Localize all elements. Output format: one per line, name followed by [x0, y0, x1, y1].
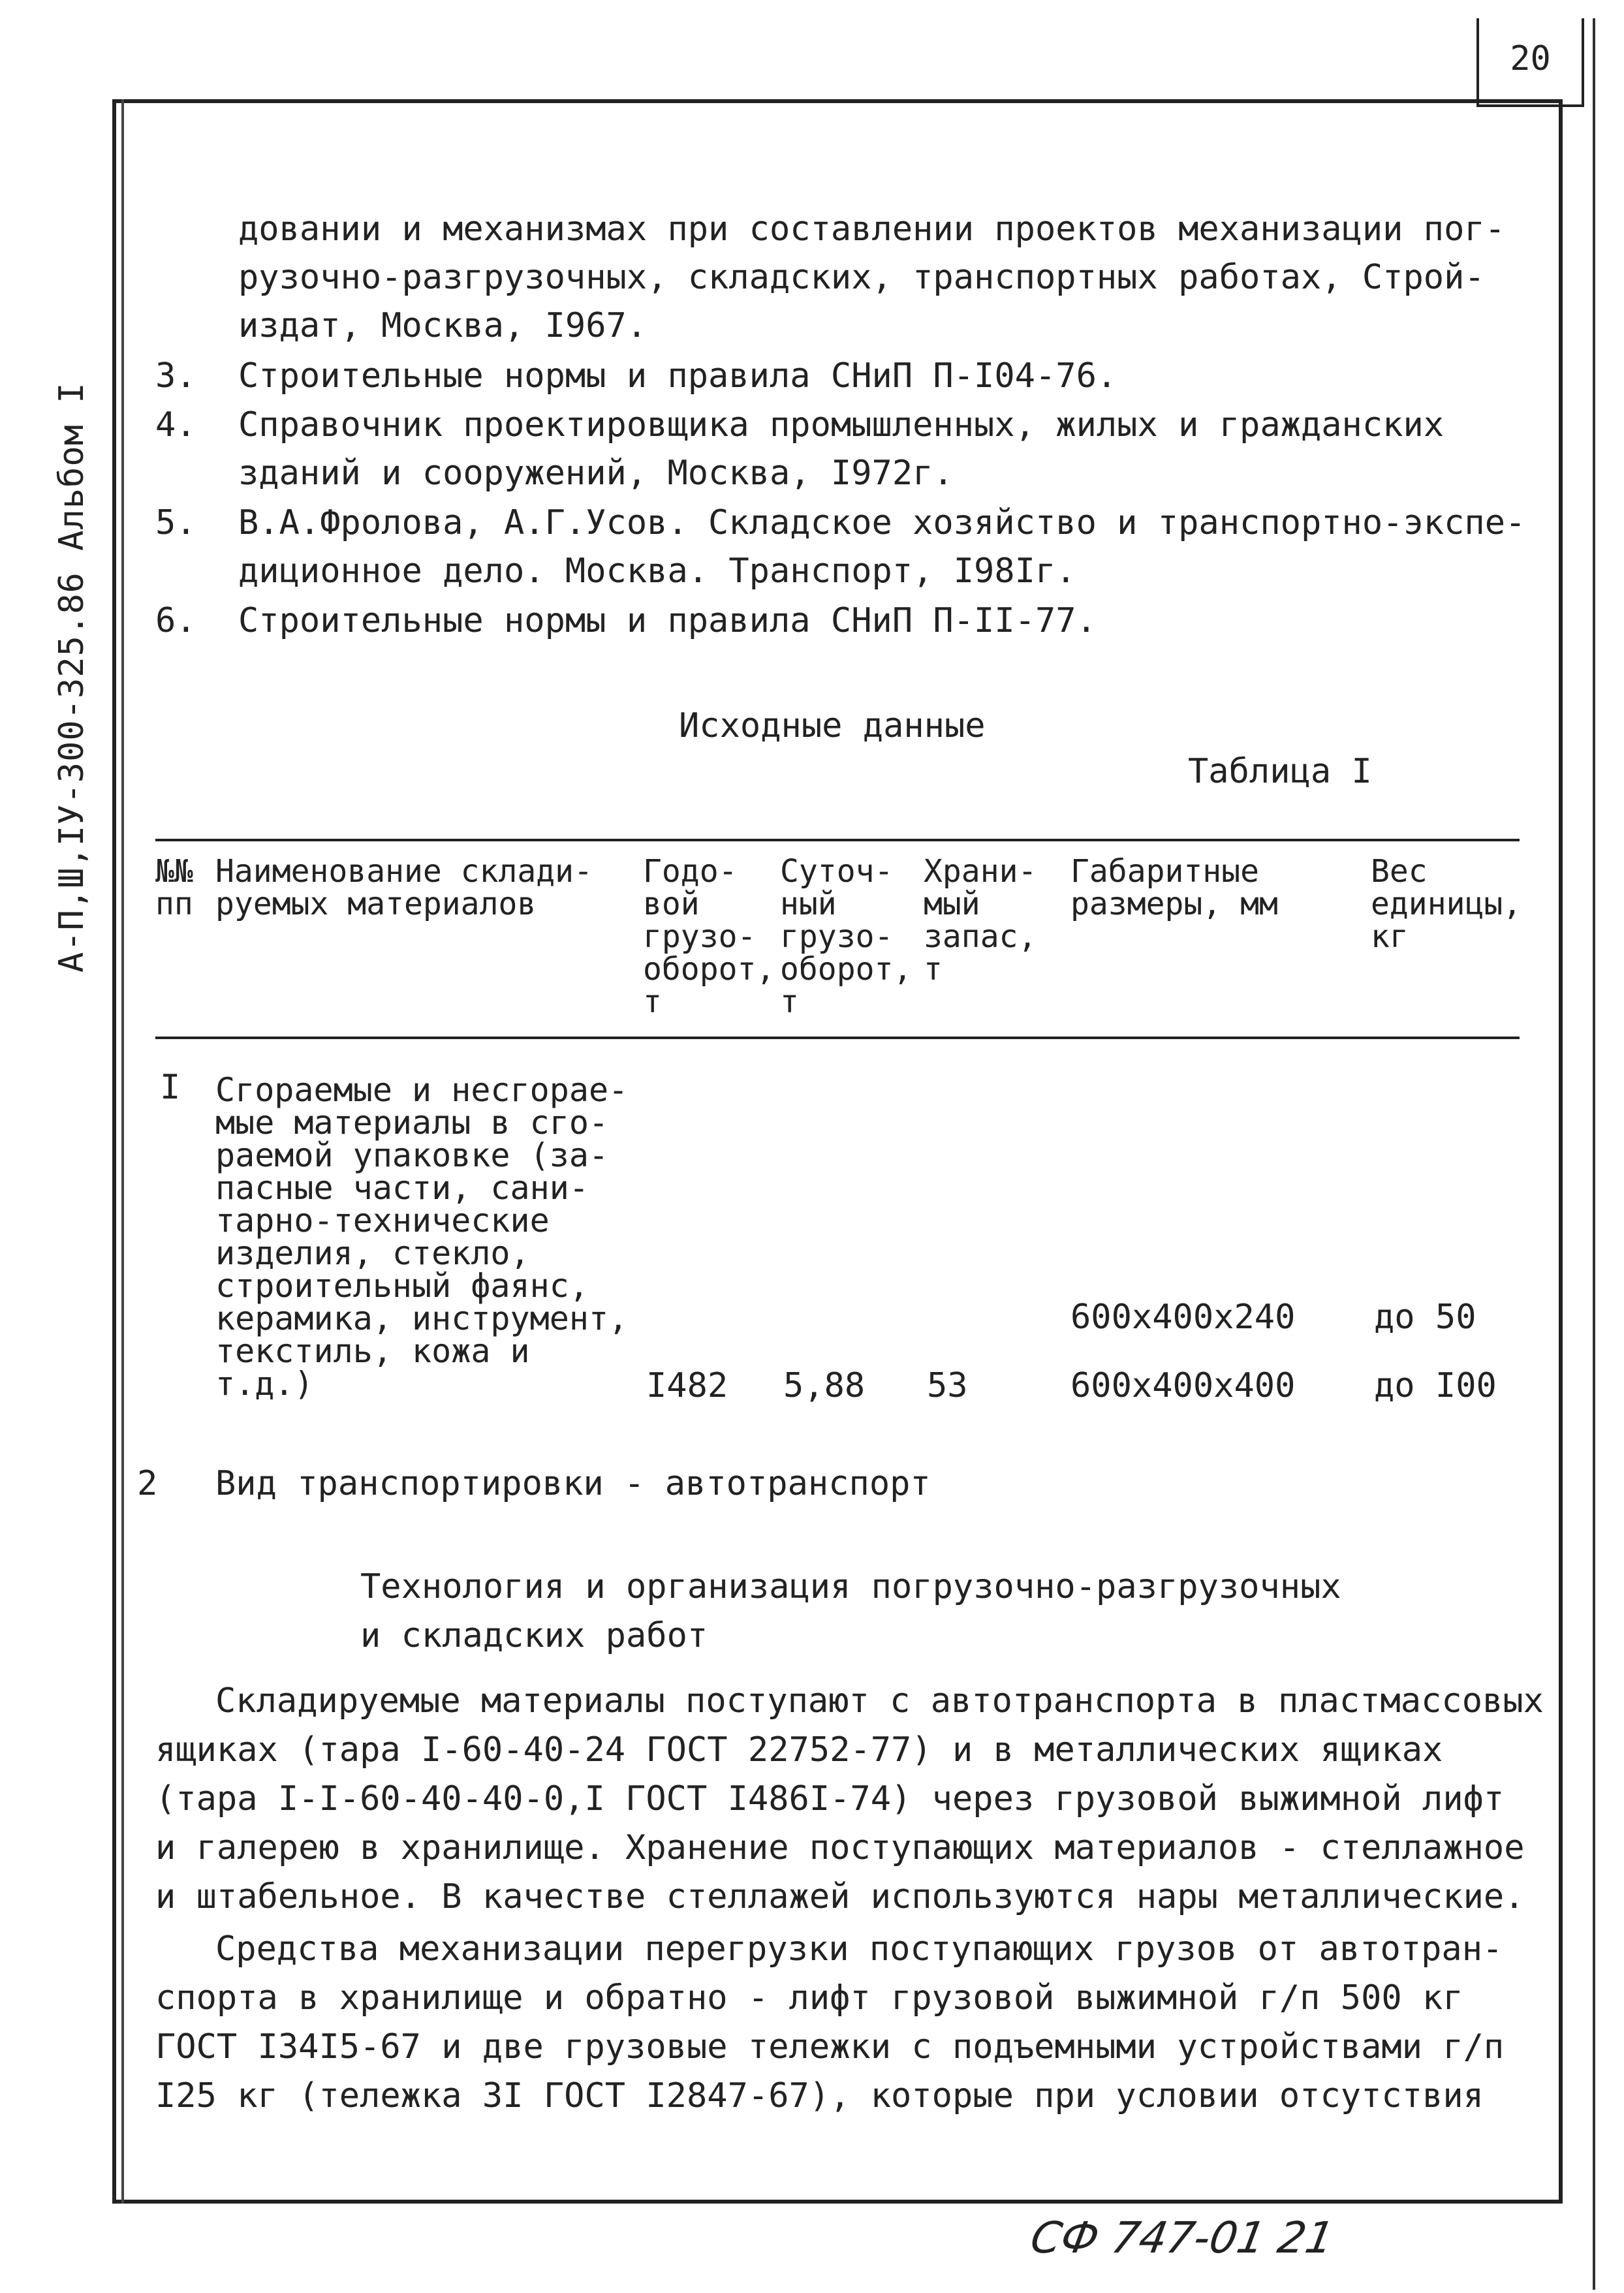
row1-dimensions-2: 600х400х400	[1070, 1366, 1296, 1405]
header-dimensions: Габаритные размеры, мм	[1070, 853, 1278, 922]
page-number: 20	[1510, 39, 1551, 78]
header-material-name: Наименование склади- руемых материалов	[215, 853, 593, 922]
reference-text: Справочник проектировщика промышленных, жилых и гражданских	[238, 405, 1444, 445]
row1-num: I	[160, 1068, 181, 1107]
reference-number: 3.	[155, 356, 196, 396]
reference-text: зданий и сооружений, Москва, I972г.	[238, 454, 954, 493]
row1-material-name: Сгораемые и несгорае- мые материалы в сго- раемой упаковке (за- пасные части, сани- тарно-технические изделия, стекло, строительный фаянс, керамика, инструмент, текстиль, кожа и т.д.)	[215, 1071, 629, 1403]
reference-number: 4.	[155, 405, 196, 445]
frame-binding-line	[121, 99, 124, 2204]
technology-heading-line: Технология и организация погрузочно-разгрузочных	[360, 1567, 1341, 1606]
reference-text: диционное дело. Москва. Транспорт, I98Iг.	[238, 552, 1076, 591]
row2-text: Вид транспортировки - автотранспорт	[215, 1464, 931, 1503]
row1-dimensions-1: 600х400х240	[1070, 1298, 1296, 1337]
row1-daily-turnover: 5,88	[783, 1366, 866, 1405]
reference-continuation-line: рузочно-разгрузочных, складских, транспортных работах, Строй-	[238, 258, 1485, 297]
reference-continuation-line: довании и механизмах при составлении проектов механизации пог-	[238, 210, 1506, 249]
reference-text: В.А.Фролова, А.Г.Усов. Складское хозяйство и транспортно-экспе-	[238, 503, 1526, 542]
table-top-rule	[155, 839, 1520, 841]
body-line: и галерею в хранилище. Хранение поступающих материалов - стеллажное	[155, 1828, 1525, 1867]
header-annual-turnover: Годо- вой грузо- оборот, т	[643, 853, 775, 1020]
table-caption: Таблица I	[1188, 752, 1372, 791]
reference-number: 6.	[155, 601, 196, 640]
body-line: Средства механизации перегрузки поступающих грузов от автотран-	[215, 1929, 1503, 1969]
reference-text: Строительные нормы и правила СНиП П-I04-76.	[238, 356, 1117, 396]
body-line: Складируемые материалы поступают с автотранспорта в пластмассовых	[215, 1681, 1544, 1721]
body-line: ГОСТ I34I5-67 и две грузовые тележки с подъемными устройствами г/п	[155, 2027, 1505, 2067]
header-num: №№ пп	[155, 853, 193, 922]
source-data-heading: Исходные данные	[679, 706, 986, 745]
handwritten-sheet-reference: СФ 747-01 21	[1027, 2213, 1338, 2263]
row1-weight-2: до I00	[1374, 1366, 1497, 1405]
row2-num: 2	[137, 1464, 158, 1503]
header-stored-stock: Храни- мый запас, т	[924, 853, 1037, 988]
page-number-box	[1476, 18, 1584, 107]
body-line: (тара I-I-60-40-40-0,I ГОСТ I486I-74) через грузовой выжимной лифт	[155, 1779, 1505, 1818]
technology-heading-line: и складских работ	[360, 1616, 708, 1655]
body-line: ящиках (тара I-60-40-24 ГОСТ 22752-77) и в металлических ящиках	[155, 1730, 1443, 1770]
right-edge-rule	[1593, 18, 1595, 2290]
reference-number: 5.	[155, 503, 196, 542]
row1-annual-turnover: I482	[646, 1366, 728, 1405]
body-line: и штабельное. В качестве стеллажей используются нары металлические.	[155, 1877, 1525, 1916]
reference-text: Строительные нормы и правила СНиП П-II-77.	[238, 601, 1097, 640]
row1-weight-1: до 50	[1374, 1298, 1476, 1337]
body-line: спорта в хранилище и обратно - лифт грузовой выжимной г/п 500 кг	[155, 1978, 1463, 2018]
row1-stored-stock: 53	[927, 1366, 968, 1405]
table-header-rule	[155, 1037, 1520, 1039]
side-document-code: А-П,Ш,IУ-300-325.86 Альбом I	[52, 382, 91, 973]
reference-continuation-line: издат, Москва, I967.	[238, 306, 648, 345]
body-line: I25 кг (тележка 3I ГОСТ I2847-67), которые при условии отсутствия	[155, 2076, 1484, 2115]
header-unit-weight: Вес единицы, кг	[1371, 853, 1522, 955]
header-daily-turnover: Суточ- ный грузо- оборот, т	[780, 853, 913, 1020]
